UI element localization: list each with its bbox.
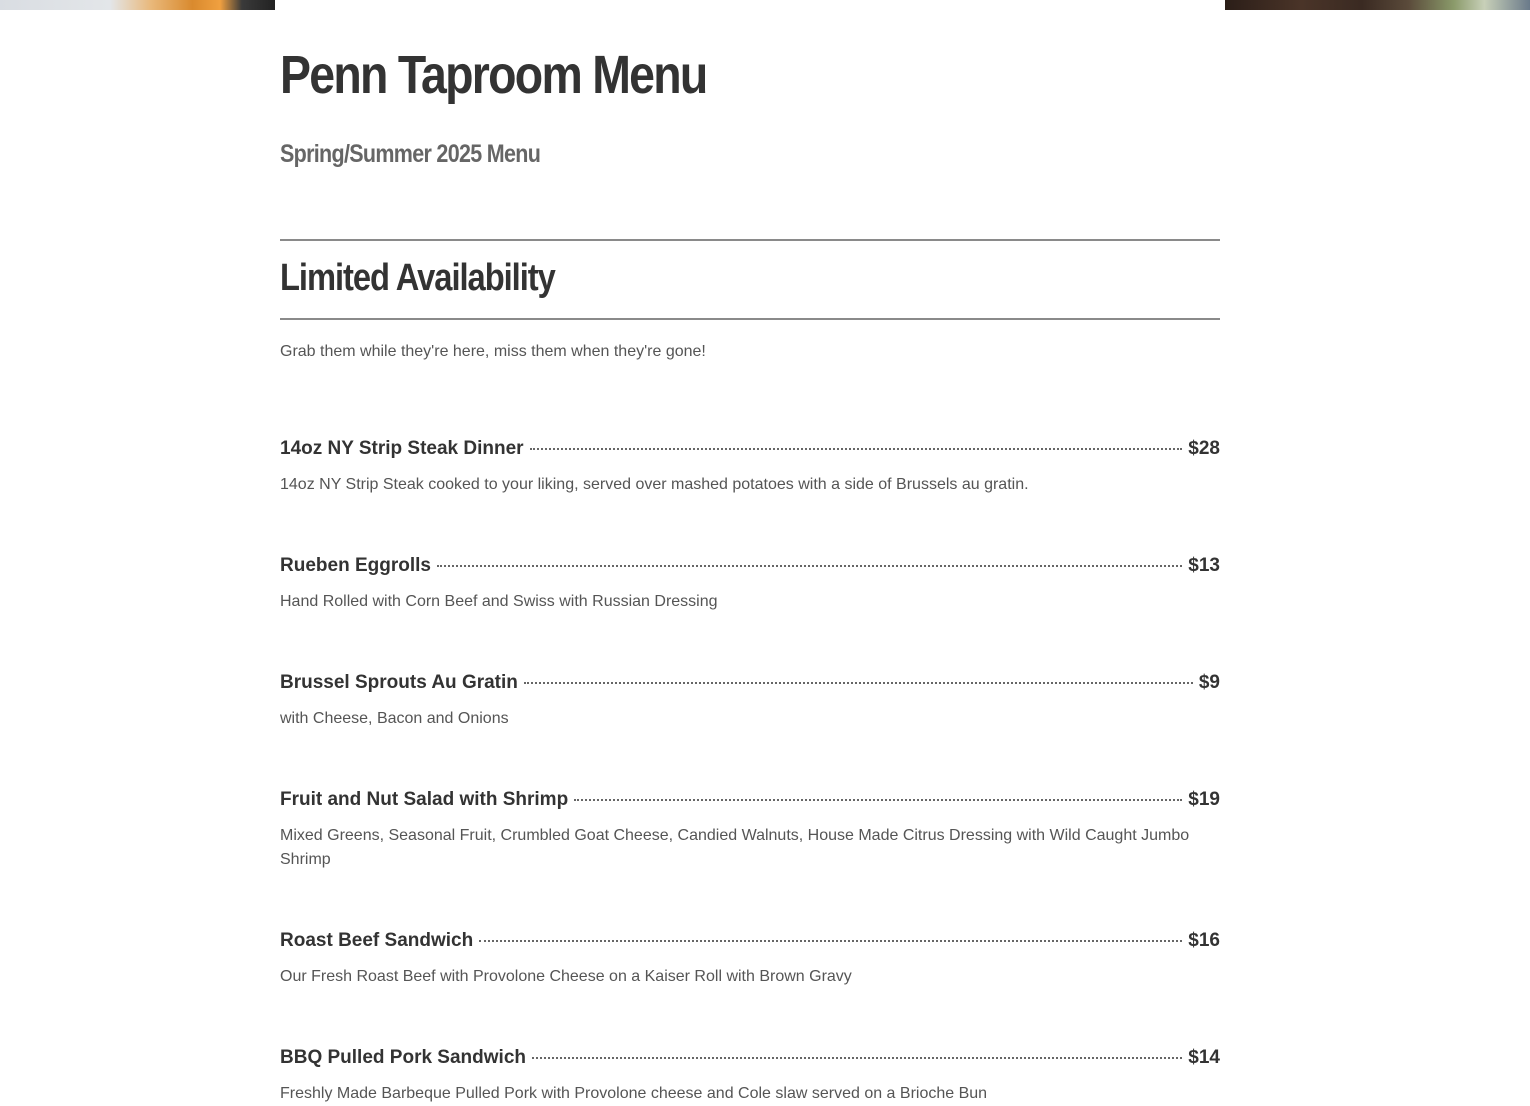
menu-item: [280, 672, 1220, 731]
menu-item-price: $13: [1188, 555, 1220, 576]
menu-item-price: $9: [1198, 672, 1220, 693]
menu-item: [280, 1047, 1220, 1106]
menu-item-price: $16: [1188, 930, 1220, 951]
section-divider-top: [280, 239, 1220, 241]
menu-item-price: $19: [1188, 789, 1220, 810]
menu-item-description: 14oz NY Strip Steak cooked to your liking, served over mashed potatoes with a side of Brussels au gratin.: [280, 476, 1029, 493]
dotted-leader: [479, 940, 1182, 942]
menu-item-name: BBQ Pulled Pork Sandwich: [280, 1047, 526, 1068]
dotted-leader: [524, 682, 1193, 684]
page-title: Penn Taproom Menu: [280, 45, 707, 105]
menu-item: [280, 789, 1220, 872]
menu-item-name: Fruit and Nut Salad with Shrimp: [280, 789, 569, 810]
menu-item-header: [280, 789, 1220, 811]
menu-item: [280, 555, 1220, 614]
menu-item-header: [280, 1047, 1220, 1069]
menu-item-description: Mixed Greens, Seasonal Fruit, Crumbled Goat Cheese, Candied Walnuts, House Made Citrus Dressing with Wild Caught Jumbo Shrimp: [280, 827, 1190, 868]
menu-item-description: Freshly Made Barbeque Pulled Pork with Provolone cheese and Cole slaw served on a Brioche Bun: [280, 1085, 988, 1102]
menu-item: [280, 930, 1220, 989]
menu-item-description: with Cheese, Bacon and Onions: [280, 710, 509, 727]
dotted-leader: [532, 1057, 1182, 1059]
menu-item-header: [280, 930, 1220, 952]
page-subtitle: Spring/Summer 2025 Menu: [280, 140, 541, 168]
header-food-photo-left: [0, 0, 275, 10]
menu-item-price: $14: [1188, 1047, 1220, 1068]
menu-item-header: [280, 555, 1220, 577]
menu-item-name: Roast Beef Sandwich: [280, 930, 474, 951]
menu-item-description: Hand Rolled with Corn Beef and Swiss with Russian Dressing: [280, 593, 718, 610]
menu-item: [280, 438, 1220, 497]
menu-item-name: Rueben Eggrolls: [280, 555, 431, 576]
dotted-leader: [437, 565, 1182, 567]
menu-item-header: [280, 438, 1220, 460]
menu-item-name: 14oz NY Strip Steak Dinner: [280, 438, 524, 459]
section-intro: Grab them while they're here, miss them when they're gone!: [280, 343, 706, 360]
dotted-leader: [574, 799, 1182, 801]
section-divider-bottom: [280, 318, 1220, 320]
dotted-leader: [530, 448, 1183, 450]
section-title: Limited Availability: [280, 257, 555, 299]
menu-item-name: Brussel Sprouts Au Gratin: [280, 672, 518, 693]
menu-item-description: Our Fresh Roast Beef with Provolone Cheese on a Kaiser Roll with Brown Gravy: [280, 968, 852, 985]
menu-item-price: $28: [1188, 438, 1220, 459]
header-food-photo-right: [1225, 0, 1530, 10]
menu-item-header: [280, 672, 1220, 694]
